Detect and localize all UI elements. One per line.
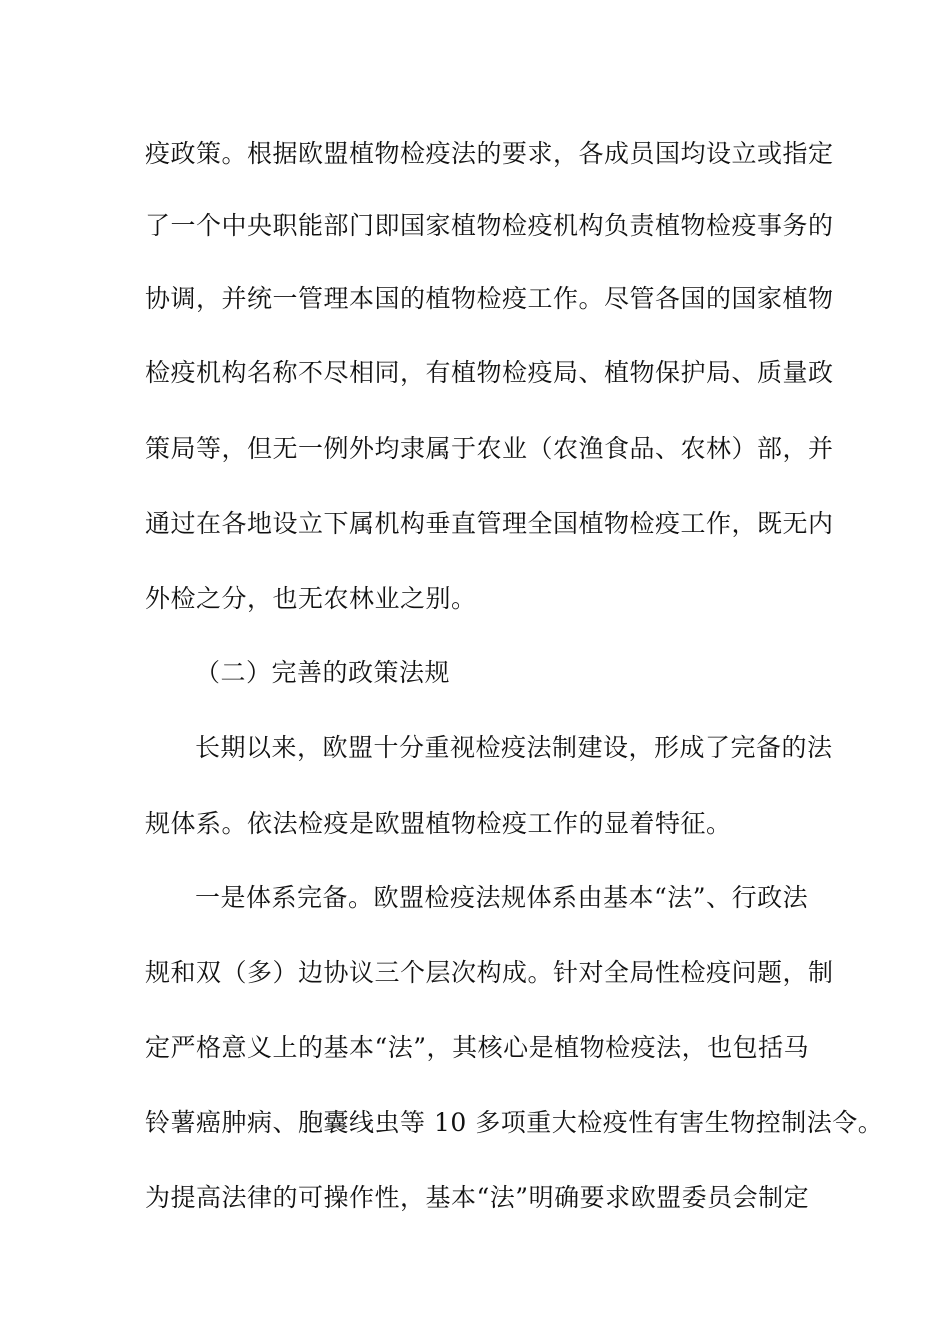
text-line: 了一个中央职能部门即国家植物检疫机构负责植物检疫事务的 <box>145 211 834 240</box>
text-line: 定严格意义上的基本“法”，其核心是植物检疫法，也包括马 <box>145 1033 810 1062</box>
text-line: 铃薯癌肿病、胞囊线虫等 10 多项重大检疫性有害生物控制法令。 <box>145 1108 884 1137</box>
text-line: 检疫机构名称不尽相同，有植物检疫局、植物保护局、质量政 <box>145 358 834 387</box>
text-line: 策局等，但无一例外均隶属于农业（农渔食品、农林）部，并 <box>145 434 834 463</box>
text-line: 规体系。依法检疫是欧盟植物检疫工作的显着特征。 <box>145 809 732 838</box>
text-line: 规和双（多）边协议三个层次构成。针对全局性检疫问题，制 <box>145 958 834 987</box>
text-line: 为提高法律的可操作性，基本“法”明确要求欧盟委员会制定 <box>145 1183 810 1212</box>
text-line: 一是体系完备。欧盟检疫法规体系由基本“法”、行政法 <box>195 883 809 912</box>
section-heading: （二）完善的政策法规 <box>195 658 451 687</box>
text-line: 协调，并统一管理本国的植物检疫工作。尽管各国的国家植物 <box>145 284 834 313</box>
text-line: 长期以来，欧盟十分重视检疫法制建设，形成了完备的法 <box>195 733 833 762</box>
text-line: 外检之分，也无农林业之别。 <box>145 584 477 613</box>
text-line: 疫政策。根据欧盟植物检疫法的要求，各成员国均设立或指定 <box>145 139 834 168</box>
text-line: 通过在各地设立下属机构垂直管理全国植物检疫工作，既无内 <box>145 509 834 538</box>
